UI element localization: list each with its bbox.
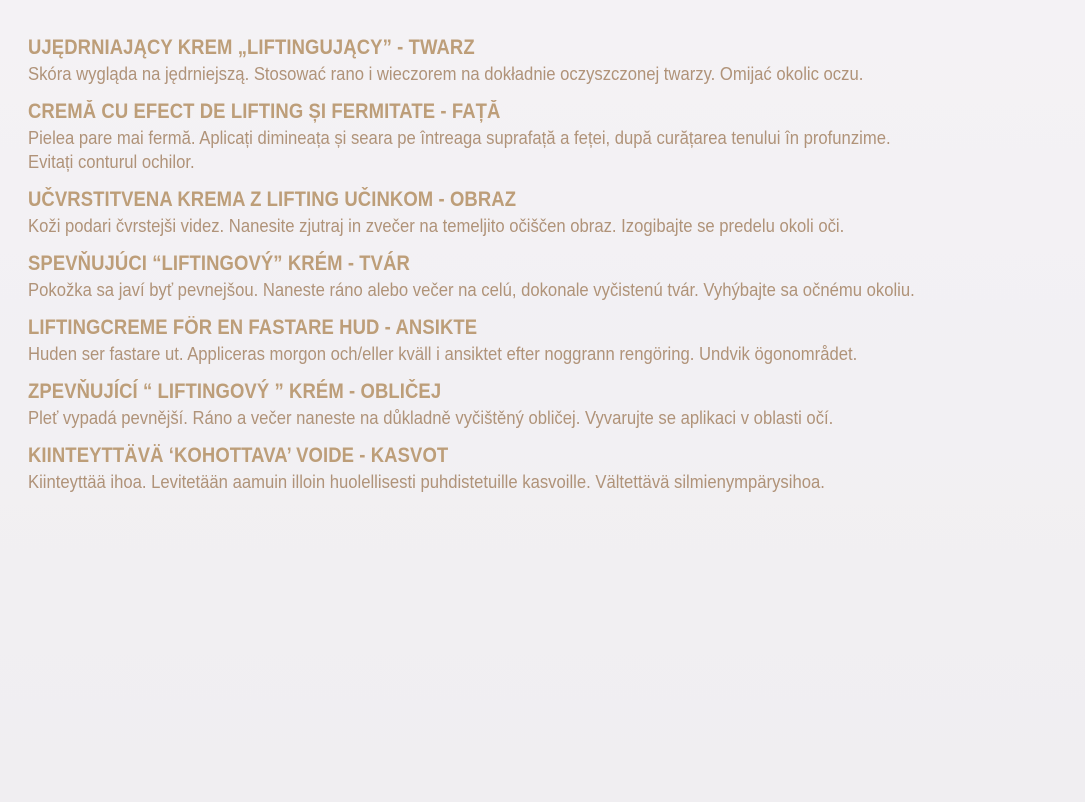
section-slovenian <box>28 186 1068 238</box>
section-polish <box>28 34 1068 86</box>
section-text-line: Kiinteyttää ihoa. Levitetään aamuin illoin huolellisesti puhdistetuille kasvoille. Vältettävä silmienympärysihoa. <box>28 471 825 492</box>
section-slovak <box>28 250 1068 302</box>
section-heading: UČVRSTITVENA KREMA Z LIFTING UČINKOM - OBRAZ <box>28 188 517 211</box>
section-text-line: Huden ser fastare ut. Appliceras morgon och/eller kväll i ansiktet efter noggrann rengöring. Undvik ögonområdet. <box>28 343 858 364</box>
section-text-line: Pleť vypadá pevnější. Ráno a večer naneste na důkladně vyčištěný obličej. Vyvarujte se aplikaci v oblasti očí. <box>28 407 834 428</box>
section-text-line: Skóra wygląda na jędrniejszą. Stosować rano i wieczorem na dokładnie oczyszczonej twarzy. Omijać okolic oczu. <box>28 63 864 84</box>
section-heading: LIFTINGCREME FÖR EN FASTARE HUD - ANSIKTE <box>28 316 478 339</box>
section-text-line: Pokožka sa javí byť pevnejšou. Naneste ráno alebo večer na celú, dokonale vyčistenú tvár. Vyhýbajte sa očnému okoliu. <box>28 279 915 300</box>
section-text-line: Pielea pare mai fermă. Aplicați dimineața și seara pe întreaga suprafață a feței, după curățarea tenului în profunzime. <box>28 127 891 148</box>
section-czech <box>28 378 1068 430</box>
section-romanian <box>28 98 1068 174</box>
section-heading: KIINTEYTTÄVÄ ‘KOHOTTAVA’ VOIDE - KASVOT <box>28 444 449 467</box>
section-heading: SPEVŇUJÚCI “LIFTINGOVÝ” KRÉM - TVÁR <box>28 252 410 275</box>
multilingual-instructions <box>28 34 1068 506</box>
section-text-line: Koži podari čvrstejši videz. Nanesite zjutraj in zvečer na temeljito očiščen obraz. Izogibajte se predelu okoli oči. <box>28 215 845 236</box>
section-swedish <box>28 314 1068 366</box>
section-finnish <box>28 442 1068 494</box>
section-heading: CREMĂ CU EFECT DE LIFTING ȘI FERMITATE - FAȚĂ <box>28 100 501 123</box>
section-heading: UJĘDRNIAJĄCY KREM „LIFTINGUJĄCY” - TWARZ <box>28 36 475 59</box>
section-heading: ZPEVŇUJÍCÍ “ LIFTINGOVÝ ” KRÉM - OBLIČEJ <box>28 380 442 403</box>
section-text-line: Evitați conturul ochilor. <box>28 151 195 172</box>
